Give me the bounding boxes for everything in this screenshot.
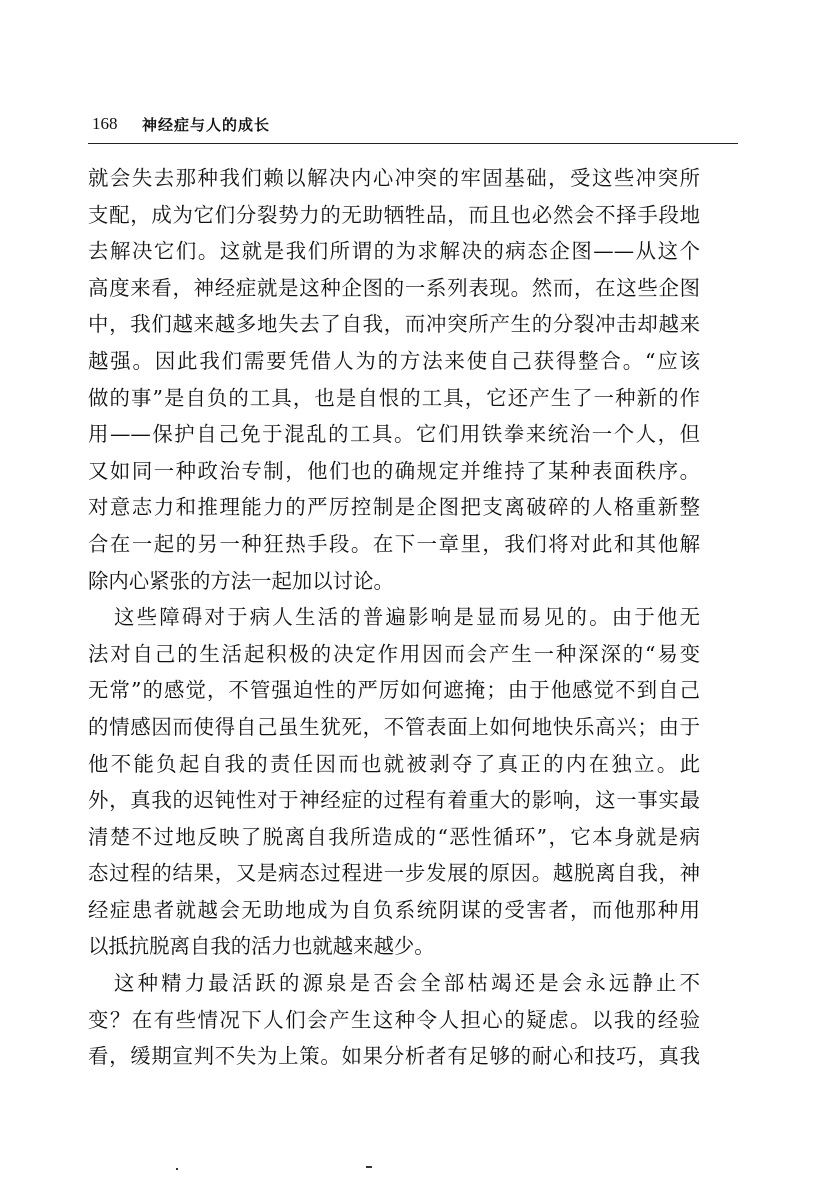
text-line: 法对自己的生活起积极的决定作用因而会产生一种深深的“易变 xyxy=(88,641,700,666)
text-line: 高度来看，神经症就是这种企图的一系列表现。然而，在这些企图 xyxy=(88,275,700,300)
text-line: 做的事”是自负的工具，也是自恨的工具，它还产生了一种新的作 xyxy=(88,385,700,410)
text-line: 用——保护自己免于混乱的工具。它们用铁拳来统治一个人，但 xyxy=(88,422,700,447)
text-line: 去解决它们。这就是我们所谓的为求解决的病态企图——从这个 xyxy=(88,239,700,264)
text-line: 中，我们越来越多地失去了自我，而冲突所产生的分裂冲击却越来 xyxy=(88,312,700,337)
body-text xyxy=(88,160,700,1075)
text-line: 清楚不过地反映了脱离自我所造成的“恶性循环”，它本身就是病 xyxy=(88,824,700,849)
text-line: 越强。因此我们需要凭借人为的方法来使自己获得整合。“应该 xyxy=(88,348,700,373)
text-line: 经症患者就越会无助地成为自负系统阴谋的受害者，而他那种用 xyxy=(88,897,700,922)
text-line: 对意志力和推理能力的严厉控制是企图把支离破碎的人格重新整 xyxy=(88,495,700,520)
text-line: 这种精力最活跃的源泉是否会全部枯竭还是会永远静止不 xyxy=(114,971,700,996)
paragraph-3 xyxy=(88,965,700,1075)
text-line: 以抵抗脱离自我的活力也就越来越少。 xyxy=(88,934,435,959)
header-rule xyxy=(88,143,738,144)
text-line: 的情感因而使得自己虽生犹死，不管表面上如何地快乐高兴；由于 xyxy=(88,714,700,739)
text-line: 外，真我的迟钝性对于神经症的过程有着重大的影响，这一事实最 xyxy=(88,788,700,813)
text-line: 看，缓期宣判不失为上策。如果分析者有足够的耐心和技巧，真我 xyxy=(88,1044,700,1069)
running-title: 神经症与人的成长 xyxy=(142,116,271,134)
text-line: 合在一起的另一种狂热手段。在下一章里，我们将对此和其他解 xyxy=(88,531,700,556)
scan-speck xyxy=(176,1168,178,1170)
text-line: 就会失去那种我们赖以解决内心冲突的牢固基础，受这些冲突所 xyxy=(88,166,700,190)
text-line: 他不能负起自我的责任因而也就被剥夺了真正的内在独立。此 xyxy=(88,751,700,776)
text-line: 除内心紧张的方法一起加以讨论。 xyxy=(88,568,394,593)
paragraph-1 xyxy=(88,160,700,599)
paragraph-2 xyxy=(88,599,700,965)
text-line: 这些障碍对于病人生活的普遍影响是显而易见的。由于他无 xyxy=(114,605,700,630)
scan-speck xyxy=(366,1166,372,1168)
text-line: 无常”的感觉，不管强迫性的严厉如何遮掩；由于他感觉不到自己 xyxy=(88,678,700,703)
text-line: 变？在有些情况下人们会产生这种令人担心的疑虑。以我的经验 xyxy=(88,1007,700,1032)
text-line: 态过程的结果，又是病态过程进一步发展的原因。越脱离自我，神 xyxy=(88,861,700,886)
text-line: 又如同一种政治专制，他们也的确规定并维持了某种表面秩序。 xyxy=(88,458,700,483)
text-line: 支配，成为它们分裂势力的无助牺牲品，而且也必然会不择手段地 xyxy=(88,202,700,227)
running-header xyxy=(88,108,738,142)
page-number: 168 xyxy=(92,114,118,133)
